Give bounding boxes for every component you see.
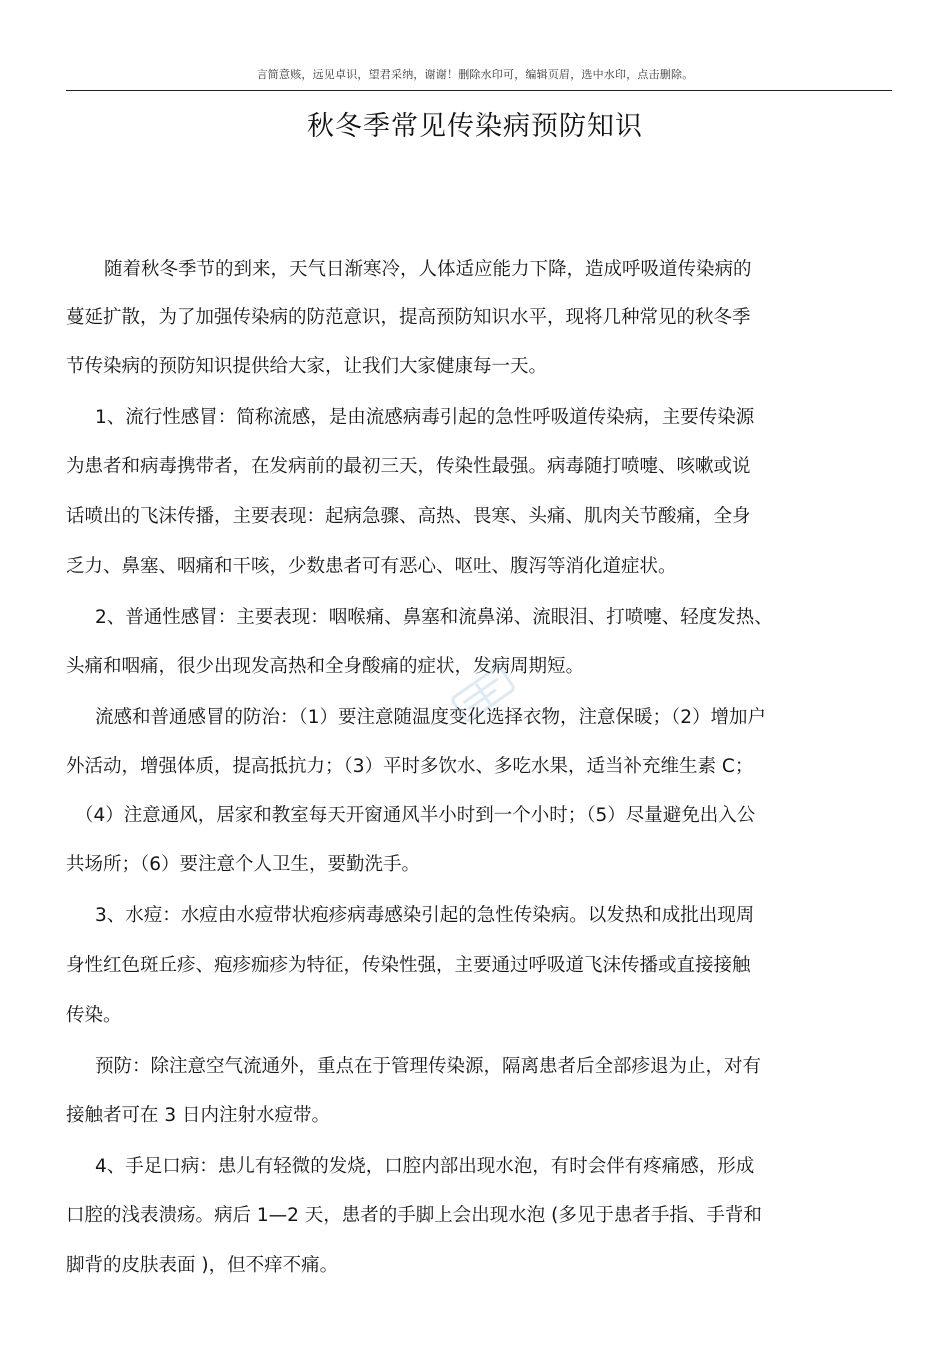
body-line: 2、普通性感冒：主要表现：咽喉痛、鼻塞和流鼻涕、流眼泪、打喷嚏、轻度发热、 — [95, 607, 773, 628]
body-line: 为患者和病毒携带者，在发病前的最初三天，传染性最强。病毒随打喷嚏、咳嗽或说 — [66, 456, 751, 477]
body-line: 乏力、鼻塞、咽痛和干咳，少数患者可有恶心、呕吐、腹泻等消化道症状。 — [66, 556, 677, 577]
body-line: 传染。 — [66, 1005, 122, 1026]
document-title: 秋冬季常见传染病预防知识 — [307, 111, 643, 142]
body-line: 接触者可在 3 日内注射水痘带。 — [66, 1105, 331, 1126]
body-line: 身性红色斑丘疹、疱疹痂疹为特征，传染性强，主要通过呼吸道飞沫传播或直接接触 — [66, 955, 751, 976]
body-line: 脚背的皮肤表面 )，但不痒不痛。 — [66, 1255, 339, 1276]
body-line: 1、流行性感冒：简称流感，是由流感病毒引起的急性呼吸道传染病，主要传染源 — [95, 407, 755, 428]
body-line: 4、手足口病：患儿有轻微的发烧，口腔内部出现水泡，有时会伴有疼痛感，形成 — [95, 1156, 755, 1177]
body-line: 外活动，增强体质，提高抵抗力；（3）平时多饮水、多吃水果，适当补充维生素 C； — [66, 756, 754, 777]
body-line: 蔓延扩散，为了加强传染病的防范意识，提高预防知识水平，现将几种常见的秋冬季 — [66, 307, 751, 328]
body-line: 话喷出的飞沫传播，主要表现：起病急骤、高热、畏寒、头痛、肌肉关节酸痛，全身 — [66, 506, 751, 527]
body-line: （4）注意通风，居家和教室每天开窗通风半小时到一个小时；（5）尽量避免出入公 — [75, 805, 756, 826]
body-line: 流感和普通感冒的防治：（1）要注意随温度变化选择衣物，注意保暖；（2）增加户 — [95, 707, 767, 728]
body-line: 口腔的浅表溃疡。病后 1—2 天，患者的手脚上会出现水泡 (多见于患者手指、手背和 — [66, 1205, 762, 1226]
page-header-note: 言简意赅，远见卓识，望君采纳，谢谢！删除水印可，编辑页眉，选中水印，点击删除。 — [256, 68, 694, 81]
header-divider — [66, 90, 892, 91]
body-line: 3、水痘：水痘由水痘带状疱疹病毒感染引起的急性传染病。以发热和成批出现周 — [95, 905, 755, 926]
body-line: 节传染病的预防知识提供给大家，让我们大家健康每一天。 — [66, 356, 548, 377]
body-line: 头痛和咽痛，很少出现发高热和全身酸痛的症状，发病周期短。 — [66, 656, 585, 677]
body-line: 预防：除注意空气流通外，重点在于管理传染源，隔离患者后全部疹退为止，对有 — [95, 1056, 762, 1077]
body-line: 随着秋冬季节的到来，天气日渐寒冷，人体适应能力下降，造成呼吸道传染病的 — [104, 259, 752, 280]
body-line: 共场所；（6）要注意个人卫生，要勤洗手。 — [66, 854, 421, 875]
